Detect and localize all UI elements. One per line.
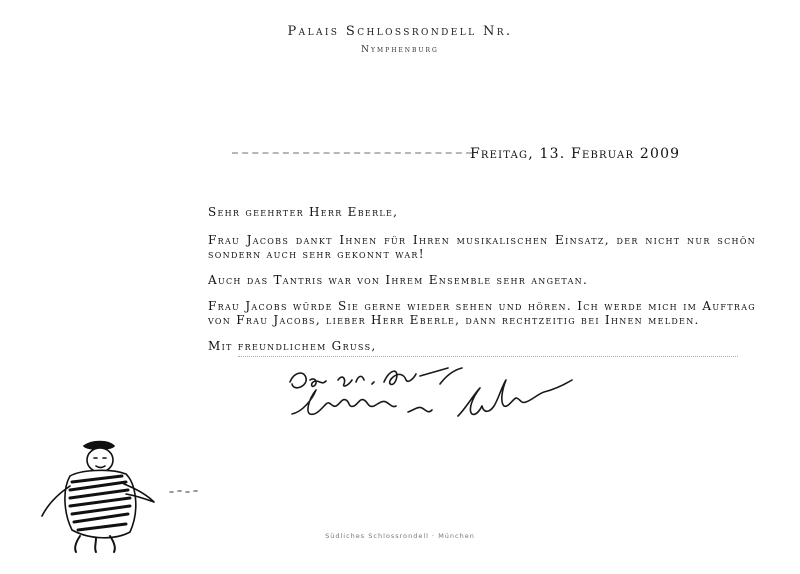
letter-body [208, 205, 756, 365]
salutation: Sehr geehrter Herr Eberle, [208, 205, 399, 219]
letterhead-name: Palais Schlossrondell Nr. [287, 24, 513, 39]
letter-footer [0, 532, 800, 544]
paragraph-1: Frau Jacobs dankt Ihnen für Ihren musikalischen Einsatz, der nicht nur schön sondern auch sehr gekonnt war! [208, 233, 756, 261]
date-leader-line [232, 152, 472, 160]
letterhead-city: Nymphenburg [361, 45, 439, 55]
letterhead [0, 24, 800, 55]
handwritten-signature [280, 360, 640, 435]
footer-line-1: Südliches Schlossrondell · München [325, 532, 475, 540]
paragraph-2: Auch das Tantris war von Ihrem Ensemble sehr angetan. [208, 273, 589, 287]
letter-date: Freitag, 13. Februar 2009 [470, 146, 681, 162]
closing: Mit freundlichem Gruss, [208, 339, 377, 353]
paragraph-3: Frau Jacobs würde Sie gerne wieder sehen und hören. Ich werde mich im Auftrag von Frau Jacobs, lieber Herr Eberle, dann rechtzeitig bei Ihnen melden. [208, 299, 756, 327]
